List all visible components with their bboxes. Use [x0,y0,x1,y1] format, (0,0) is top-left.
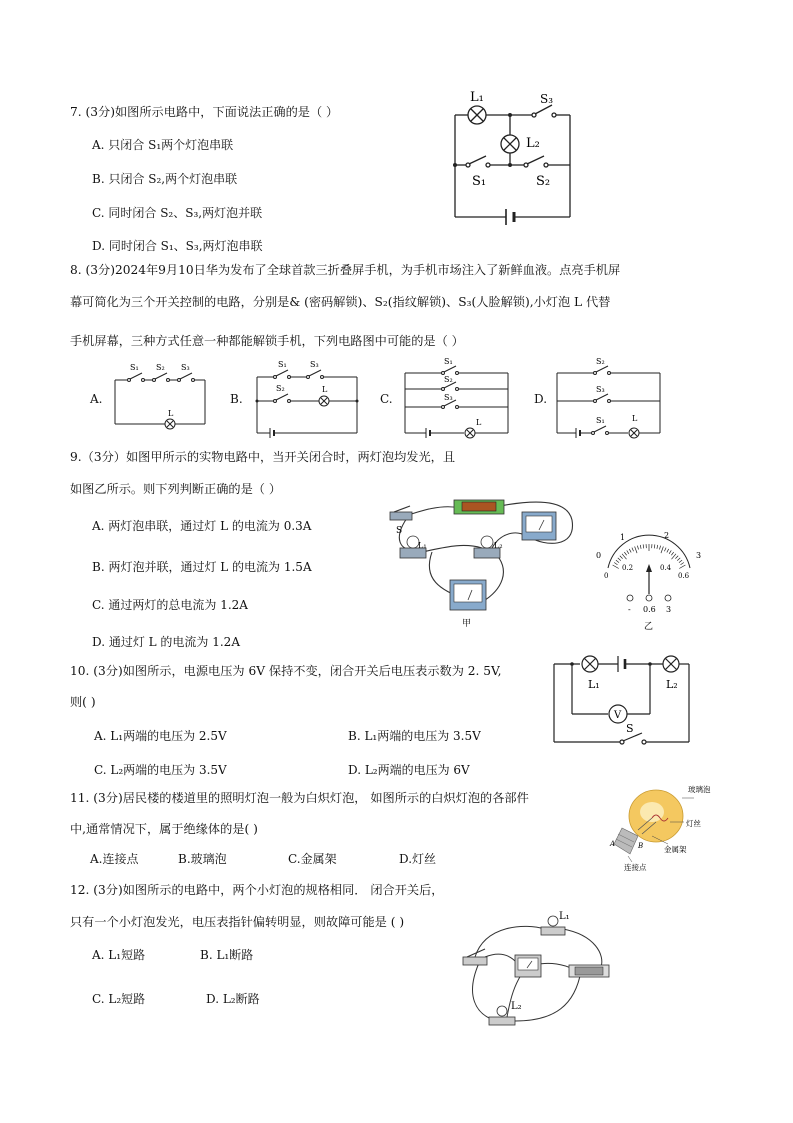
svg-text:S₃: S₃ [181,363,190,372]
dial-tick [640,545,641,549]
q11-option-d[interactable]: D.灯丝 [399,852,437,866]
dial-tick [629,549,631,553]
dial-tick [613,565,619,569]
svg-text:V: V [614,710,622,721]
dial-tick [659,546,660,550]
q9-physical-circuit-figure [382,490,582,630]
q7-label-l1: L₁ [470,90,484,105]
q10-stem-line1: 10. (3分)如图所示，电源电压为 6V 保持不变，闭合开关后电压表示数为 2. 5V, [70,664,502,678]
svg-text:S₂: S₂ [444,375,453,384]
svg-text:S₃: S₃ [596,385,605,394]
svg-text:0.6: 0.6 [643,605,656,614]
q9-stem-line2: 如图乙所示。则下列判断正确的是（ ） [70,482,282,496]
svg-text:1: 1 [620,533,626,542]
dial-tick [679,565,685,569]
q10-stem-line2: 则( ) [70,695,96,709]
svg-text:S₃: S₃ [444,393,453,402]
q10-option-b[interactable]: B. L₁两端的电压为 3.5V [348,729,481,743]
q11-option-b[interactable]: B.玻璃泡 [178,852,227,866]
svg-text:L₂: L₂ [494,541,503,550]
dial-tick [677,558,680,561]
svg-text:S: S [396,526,403,536]
svg-text:0.2: 0.2 [622,564,634,572]
q11-stem-line2: 中,通常情况下，属于绝缘体的是( ) [70,822,258,836]
svg-text:S₂: S₂ [156,363,165,372]
svg-text:S: S [626,722,634,735]
q11-option-a[interactable]: A.连接点 [90,852,139,866]
q11-stem-line1: 11. (3分)居民楼的楼道里的照明灯泡一般为白炽灯泡， 如图所示的白炽灯泡的各部件 [70,791,529,805]
dial-tick [632,548,634,552]
q10-circuit-diagram [550,652,695,747]
svg-text:A: A [610,840,616,848]
svg-text:L₁: L₁ [559,911,570,922]
svg-text:S₁: S₁ [596,416,605,425]
q7-label-l2: L₂ [526,136,540,151]
q7-label-s2: S₂ [536,174,551,189]
q7-option-b[interactable]: B. 只闭合 S₂,两个灯泡串联 [92,172,238,186]
svg-text:L₂: L₂ [666,678,678,691]
svg-text:L: L [632,414,638,423]
q9-ammeter-dial-figure [592,528,707,633]
dial-tick [654,544,655,548]
q9-stem-line1: 9.（3分）如图甲所示的实物电路中，当开关闭合时，两灯泡均发光，且 [70,450,456,464]
q7-option-a[interactable]: A. 只闭合 S₁两个灯泡串联 [92,138,234,152]
q9-option-d[interactable]: D. 通过灯 L 的电流为 1.2A [92,635,240,649]
svg-text:L₂: L₂ [511,1001,522,1012]
q8-stem-line3: 手机屏幕，三种方式任意一种都能解锁手机，下列电路图中可能的是（ ） [70,334,464,348]
svg-text:-: - [628,605,631,614]
svg-text:L: L [322,385,328,394]
svg-text:S₃: S₃ [310,360,319,369]
q8-option-d[interactable]: D. [534,392,548,406]
q12-option-d[interactable]: D. L₂断路 [206,992,260,1006]
dial-tick [637,546,638,550]
q8-circuit-d [552,355,667,440]
svg-text:S₂: S₂ [276,384,285,393]
svg-text:S₁: S₁ [278,360,287,369]
q7-option-d[interactable]: D. 同时闭合 S₁、S₃,两灯泡串联 [92,239,263,253]
q7-circuit-diagram [440,85,590,235]
svg-text:L₁: L₁ [588,678,600,691]
q11-light-bulb-figure [608,778,718,878]
dial-tick [675,556,678,559]
q9-fig-jia-label: 甲 [462,619,472,629]
svg-text:B: B [638,842,644,850]
dial-tick [635,547,637,554]
q12-option-a[interactable]: A. L₁短路 [92,948,146,962]
dial-tick [661,547,663,554]
svg-text:L₁: L₁ [418,541,427,550]
dial-tick [681,563,684,565]
svg-text:S₁: S₁ [130,363,139,372]
svg-text:0.4: 0.4 [660,564,672,572]
q9-option-a[interactable]: A. 两灯泡串联，通过灯 L 的电流为 0.3A [92,519,312,533]
svg-text:S₂: S₂ [596,357,605,366]
q12-option-c[interactable]: C. L₂短路 [92,992,146,1006]
svg-text:金属架: 金属架 [664,845,687,854]
q7-stem: 7. (3分)如图所示电路中，下面说法正确的是（ ） [70,105,339,119]
q8-stem-line1: 8. (3分)2024年9月10日华为发布了全球首款三折叠屏手机，为手机市场注入了新鲜血液。点亮手机屏 [70,263,621,277]
dial-tick [627,550,629,553]
q9-option-c[interactable]: C. 通过两灯的总电流为 1.2A [92,598,248,612]
svg-text:0: 0 [604,572,609,580]
dial-tick [657,545,658,549]
svg-text:连接点: 连接点 [624,863,647,872]
q7-option-c[interactable]: C. 同时闭合 S₂、S₃,两灯泡并联 [92,206,263,220]
q8-option-b[interactable]: B. [230,392,243,406]
q10-option-c[interactable]: C. L₂两端的电压为 3.5V [94,763,227,777]
svg-text:3: 3 [696,551,702,560]
svg-text:L: L [476,418,482,427]
svg-text:2: 2 [664,531,670,540]
svg-text:灯丝: 灯丝 [686,819,701,828]
q8-stem-line2: 幕可简化为三个开关控制的电路，分别是& (密码解锁)、S₂(指纹解锁)、S₃(人脸解锁),小灯泡 L 代替 [70,295,611,309]
q11-option-c[interactable]: C.金属架 [288,852,337,866]
dial-tick [643,544,644,548]
dial-tick [616,560,619,562]
q10-option-a[interactable]: A. L₁两端的电压为 2.5V [94,729,227,743]
dial-tick [669,550,671,553]
q7-label-s1: S₁ [472,174,487,189]
dial-tick [614,563,617,565]
dial-tick [679,560,682,562]
q9-option-b[interactable]: B. 两灯泡并联，通过灯 L 的电流为 1.5A [92,560,312,574]
q12-stem-line1: 12. (3分)如图所示的电路中，两个小灯泡的规格相同． 闭合开关后， [70,883,444,897]
dial-tick [620,556,623,559]
q12-physical-circuit-figure [455,905,615,1030]
svg-text:0: 0 [596,551,602,560]
svg-text:玻璃泡: 玻璃泡 [688,785,711,794]
q9-fig-yi-label: 乙 [644,622,654,632]
q8-option-c[interactable]: C. [380,392,393,406]
q12-stem-line2: 只有一个小灯泡发光，电压表指针偏转明显，则故障可能是 ( ) [70,915,405,929]
svg-text:0.6: 0.6 [678,572,690,580]
q12-option-b[interactable]: B. L₁断路 [200,948,254,962]
q7-label-s3: S₃ [540,92,554,106]
svg-text:S₁: S₁ [444,357,453,366]
dial-tick [624,552,626,555]
q8-circuit-a [110,360,210,435]
dial-tick [618,558,621,561]
dial-tick [664,548,666,552]
q8-option-a[interactable]: A. [90,392,103,406]
dial-tick [667,549,669,553]
q8-circuit-c [400,355,515,440]
svg-text:L: L [168,409,174,418]
q8-circuit-b [252,355,364,440]
dial-tick [671,552,673,555]
q10-option-d[interactable]: D. L₂两端的电压为 6V [348,763,470,777]
svg-text:3: 3 [666,605,672,614]
